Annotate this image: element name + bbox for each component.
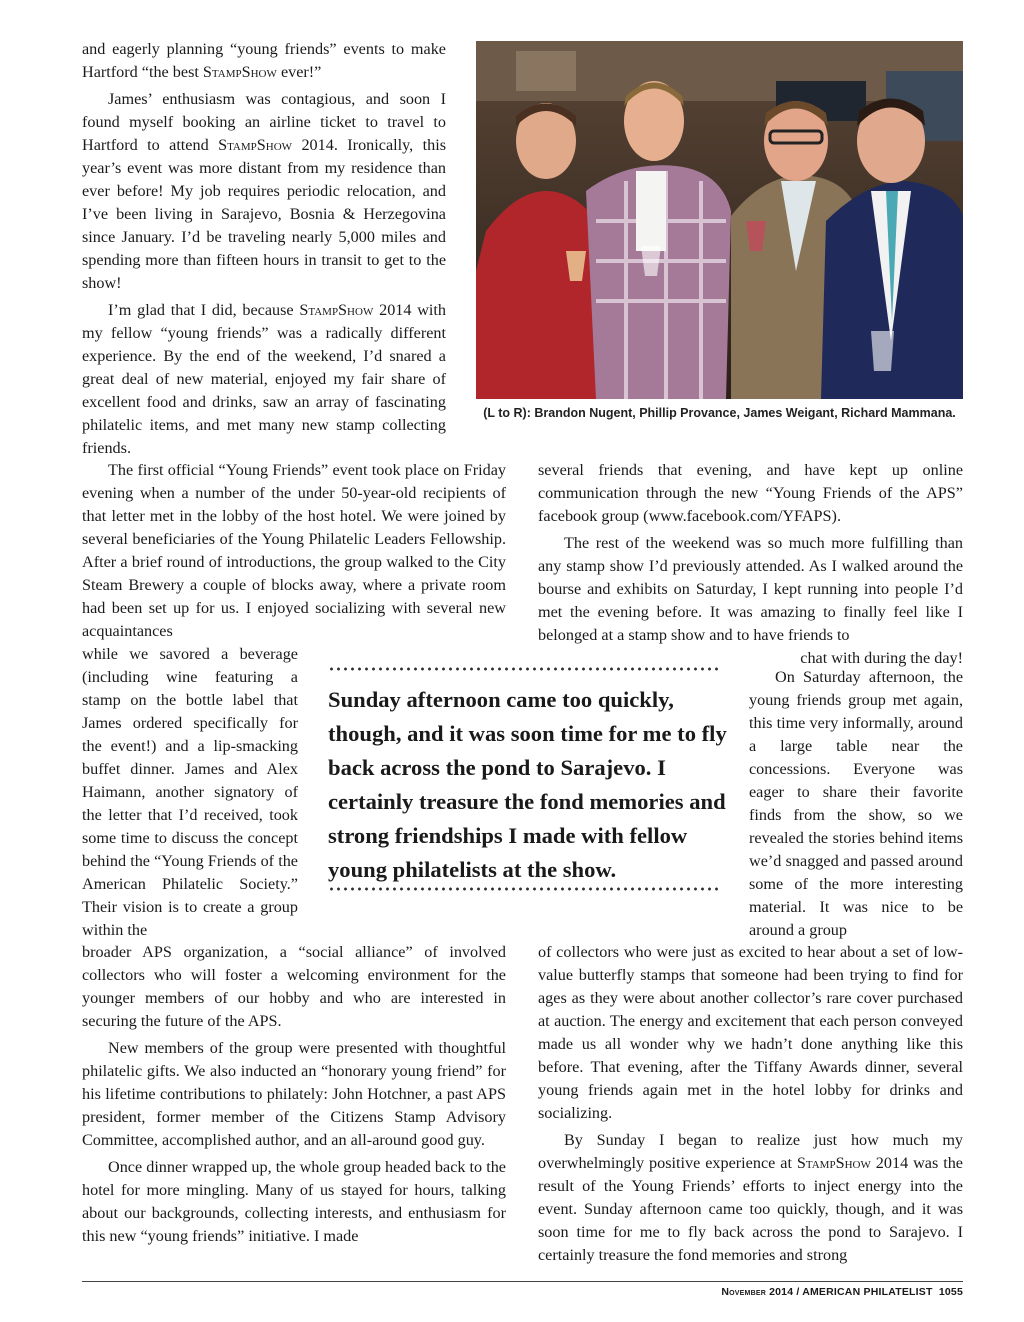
article-column-narrow-left bbox=[82, 643, 298, 942]
article-column-mid-right bbox=[538, 459, 963, 670]
article-column-bottom-left bbox=[82, 941, 506, 1248]
pull-quote: Sunday afternoon came too quickly, though, and it was soon time for me to fly back across the pond to Sarajevo. I certainly treasure the fond memories and strong friendships I made with fellow young philatelists at the show. bbox=[328, 687, 727, 882]
paragraph: Once dinner wrapped up, the whole group headed back to the hotel for more mingling. Many of us stayed for hours, talking about our backgrounds, collecting interests, and enthusiasm for this new “young friends” initiative. I made bbox=[82, 1158, 506, 1245]
paragraph: By Sunday I began to realize just how much my overwhelmingly positive experience at StampShow 2014 was the result of the Young Friends’ efforts to inject energy into the event. Sunday afternoon came too quickly, though, and it was soon time for me to fly back across the pond to Sarajevo. I certainly treasure the fond memories and strong bbox=[538, 1131, 963, 1264]
stampshow-name: StampShow bbox=[218, 136, 293, 154]
paragraph: The rest of the weekend was so much more fulfilling than any stamp show I’d previously attended. As I walked around the bourse and exhibits on Saturday, I kept running into people I’d met the evening before. It was amazing to finally feel like I belonged at a stamp show and to have friends to bbox=[538, 534, 963, 644]
article-column-mid-left bbox=[82, 459, 506, 643]
article-column-top-left bbox=[82, 38, 446, 460]
footer-rule bbox=[82, 1281, 963, 1282]
paragraph: broader APS organization, a “social alliance” of involved collectors who will foster a welcoming environment for the younger members of our hobby and who are interested in securing the future of the APS. bbox=[82, 943, 506, 1030]
stampshow-name: StampShow bbox=[299, 301, 374, 319]
paragraph: New members of the group were presented with thoughtful philatelic gifts. We also inducted an “honorary young friend” for his lifetime contributions to philately: John Hotchner, a past APS president, former member of the Citizens Stamp Advisory Committee, accomplished author, and an all-around good guy. bbox=[82, 1039, 506, 1149]
pull-quote-dotted-rule-bottom bbox=[328, 887, 721, 891]
paragraph: The first official “Young Friends” event took place on Friday evening when a number of the under 50-year-old recipients of that letter met in the lobby of the host hotel. We were joined by several beneficiaries of the Young Philatelic Leaders Fellowship. After a brief round of introductions, the group walked to the City Steam Brewery a couple of blocks away, where a private room had been set up for us. I enjoyed socializing with several new acquaintances bbox=[82, 461, 506, 640]
article-column-bottom-right bbox=[538, 941, 963, 1267]
paragraph: of collectors who were just as excited to hear about a set of low-value butterfly stamps that someone had been trying to find for ages as they were about another collector’s rare cover purchased at auction. The energy and excitement that each person conveyed made us all wonder why we hadn’t done anything like this before. That evening, after the Tiffany Awards dinner, several young friends again met in the hotel lobby for drinks and socializing. bbox=[538, 943, 963, 1122]
photo-caption: (L to R): Brandon Nugent, Phillip Provance, James Weigant, Richard Mammana. bbox=[483, 406, 956, 420]
footer-publication: 2014 / AMERICAN PHILATELIST bbox=[765, 1286, 933, 1298]
stampshow-name: StampShow bbox=[202, 63, 277, 81]
stampshow-name: StampShow bbox=[796, 1154, 871, 1172]
page-footer bbox=[721, 1286, 963, 1298]
paragraph-end: chat with during the day! bbox=[800, 649, 963, 667]
paragraph: James’ enthusiasm was contagious, and soon I found myself booking an airline ticket to travel to Hartford to attend StampShow 2014. Ironically, this year’s event was more distant from my residence than ever before! My job requires periodic relocation, and I’ve been living in Sarajevo, Bosnia & Herzegovina since January. I’d be traveling nearly 5,000 miles and spending more than fifteen hours in transit to get to the show! bbox=[82, 90, 447, 292]
paragraph: On Saturday afternoon, the young friends group met again, this time very informally, around a large table near the concessions. Everyone was eager to share their favorite finds from the show, so we revealed the stories behind items we’d snagged and passed around some of the more interesting material. It was nice to be around a group bbox=[749, 668, 963, 939]
paragraph: and eagerly planning “young friends” events to make Hartford “the best StampShow ever!” bbox=[82, 40, 446, 81]
group-photo-illustration bbox=[476, 41, 963, 399]
paragraph: while we savored a beverage (including wine featuring a stamp on the bottle label that James ordered specifically for the event!) and a lip-smacking buffet dinner. James and Alex Haimann, another signatory of the letter that I’d received, took some time to discuss the concept behind the “Young Friends of the American Philatelic Society.” Their vision is to create a group within the bbox=[82, 645, 298, 939]
paragraph: several friends that evening, and have kept up online communication through the new “Young Friends of the APS” facebook group (www.facebook.com/YFAPS). bbox=[538, 461, 963, 525]
paragraph: I’m glad that I did, because StampShow 2014 with my fellow “young friends” was a radically different experience. By the end of the weekend, I’d snared a great deal of new material, enjoyed my fair share of excellent food and drinks, saw an array of fascinating philatelic items, and met many new stamp collecting friends. bbox=[82, 301, 446, 457]
footer-month: November bbox=[721, 1286, 766, 1298]
group-photo bbox=[476, 41, 963, 399]
page-number: 1055 bbox=[938, 1286, 963, 1298]
article-column-narrow-right bbox=[749, 666, 963, 942]
